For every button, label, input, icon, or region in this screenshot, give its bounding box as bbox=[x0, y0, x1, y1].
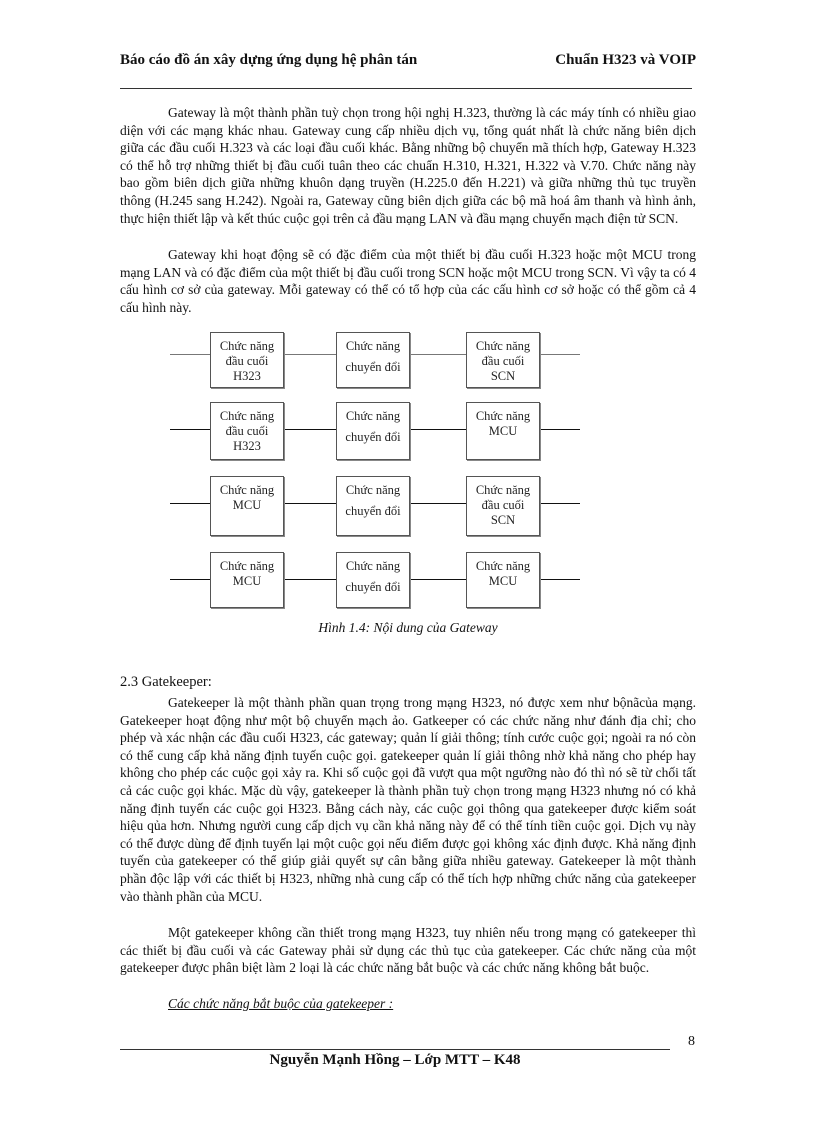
diagram-box: Chức năng đầu cuối H323 bbox=[210, 332, 284, 388]
diagram-box: Chức năng đầu cuối H323 bbox=[210, 402, 284, 460]
gateway-section bbox=[120, 104, 696, 227]
gateway-diagram bbox=[170, 330, 590, 612]
connector-line bbox=[284, 354, 336, 355]
connector-line bbox=[540, 503, 580, 504]
header-title: Báo cáo đồ án xây dựng ứng dụng hệ phân tán bbox=[120, 52, 418, 68]
section-title: 2.3 Gatekeeper: bbox=[120, 674, 212, 690]
gateway-config-section bbox=[120, 246, 696, 316]
diagram-box: Chức năng MCU bbox=[466, 402, 540, 460]
page-header bbox=[120, 50, 696, 76]
diagram-box: Chức năng MCU bbox=[210, 476, 284, 536]
connector-line bbox=[410, 503, 466, 504]
connector-line bbox=[410, 579, 466, 580]
connector-line bbox=[284, 429, 336, 430]
connector-line bbox=[284, 503, 336, 504]
paragraph-gatekeeper-intro: Gatekeeper là một thành phần quan trọng trong mạng H323, nó được xem như bộnãcủa mạng. Gatekeeper hoạt động như một bộ chuyển mạch ảo. Gatkeeper có các chức năng như đánh địa chỉ; cho phép và xác nhận các đầu cuối H323, các gateway; quản lí giải thông; tính cước cuộc gọi; ngoài ra nó còn có thể cung cấp khả năng định tuyến cuộc gọi. gatekeeper quản lí giải thông nhờ khả năng cho phép hay không cho phép các cuộc gọi xảy ra. Khi số cuộc gọi đã vượt qua một ngưỡng nào đó thì nó sẽ từ chối tất cả các cuộc gọi khác. Mặc dù vậy, gatekeeper là thành phần tuỳ chọn trong mạng H323 nhưng nó có khả năng định tuyến các cuộc gọi H323. Bằng cách này, các cuộc gọi thông qua gatekeeper được kiểm soát hiệu qủa hơn. Nhưng người cung cấp dịch vụ cần khả năng này để có thể tính tiền cuộc gọi. Dịch vụ này có thể được dùng để định tuyến lại một cuộc gọi nếu điểm được gọi không xác định được. Khả năng định tuyến của gatekeeper có thể giúp giải quyết sự cân bằng giữa nhiều gateway. Gatekeeper là một thành phần độc lập với các thiết bị H323, những nhà cung cấp có thể tích hợp những chức năng của gatekeeper vào thành phần của MCU. bbox=[120, 695, 696, 904]
diagram-box: Chức năng chuyển đổi bbox=[336, 332, 410, 388]
diagram-box: Chức năng MCU bbox=[466, 552, 540, 608]
page-number: 8 bbox=[688, 1034, 695, 1049]
footer-author: Nguyễn Mạnh Hồng – Lớp MTT – K48 bbox=[269, 1052, 521, 1068]
paragraph-gatekeeper-functions: Một gatekeeper không cần thiết trong mạng H323, tuy nhiên nếu trong mạng có gatekeeper thì các thiết bị đầu cuối và các Gateway phải sử dụng các thủ tục của gatekeeper. Các chức năng của một gatekeeper được phân biệt làm 2 loại là các chức năng bắt buộc và các chức năng không bắt buộc. bbox=[120, 925, 696, 976]
connector-line bbox=[170, 429, 210, 430]
connector-line bbox=[170, 579, 210, 580]
gatekeeper-optional-section bbox=[120, 924, 696, 977]
diagram-box: Chức năng chuyển đổi bbox=[336, 402, 410, 460]
diagram-box: Chức năng đầu cuối SCN bbox=[466, 332, 540, 388]
header-topic: Chuẩn H323 và VOIP bbox=[555, 52, 696, 68]
paragraph-gateway-intro: Gateway là một thành phần tuỳ chọn trong hội nghị H.323, thường là các máy tính có nhiều giao diện với các mạng khác nhau. Gateway cung cấp nhiều dịch vụ, tổng quát nhất là chức năng biên dịch giữa các đầu cuối H.323 và các loại đầu cuối khác. Bằng những bộ chuyển mã thích hợp, Gateway H.323 có thể hỗ trợ những thiết bị đầu cuối tuân theo các chuẩn H.310, H.321, H.322 và V.70. Chức năng này bao gồm biên dịch giữa những khuôn dạng truyền (H.225.0 đến H.221) và giữa những thủ tục truyền thông (H.245 sang H.242). Ngoài ra, Gateway cũng biên dịch giữa các bộ mã hoá âm thanh và hình ảnh, thực hiện thiết lập và kết thúc cuộc gọi trên cả đầu mạng LAN và đầu mạng chuyển mạch điện tử SCN. bbox=[120, 105, 696, 226]
connector-line bbox=[284, 579, 336, 580]
connector-line bbox=[170, 354, 210, 355]
diagram-box: Chức năng đầu cuối SCN bbox=[466, 476, 540, 536]
figure-caption: Hình 1.4: Nội dung của Gateway bbox=[318, 620, 498, 635]
connector-line bbox=[410, 354, 466, 355]
header-divider bbox=[120, 88, 692, 89]
gatekeeper-section bbox=[120, 694, 696, 905]
diagram-box: Chức năng MCU bbox=[210, 552, 284, 608]
connector-line bbox=[410, 429, 466, 430]
subheading-mandatory-functions: Các chức năng bắt buộc của gatekeeper : bbox=[168, 996, 394, 1011]
paragraph-gateway-config: Gateway khi hoạt động sẽ có đặc điểm của một thiết bị đầu cuối H.323 hoặc một MCU trong mạng LAN và có đặc điểm của một thiết bị đầu cuối trong SCN hoặc một MCU trong SCN. Vì vậy ta có 4 cấu hình cơ sở của gateway. Mỗi gateway có thể có tổ hợp của các cấu hình cơ sở hoặc có thể gồm cả 4 cấu hình này. bbox=[120, 247, 696, 315]
connector-line bbox=[540, 429, 580, 430]
diagram-box: Chức năng chuyển đổi bbox=[336, 476, 410, 536]
diagram-box: Chức năng chuyển đổi bbox=[336, 552, 410, 608]
footer-divider bbox=[120, 1049, 670, 1050]
connector-line bbox=[540, 579, 580, 580]
connector-line bbox=[170, 503, 210, 504]
connector-line bbox=[540, 354, 580, 355]
